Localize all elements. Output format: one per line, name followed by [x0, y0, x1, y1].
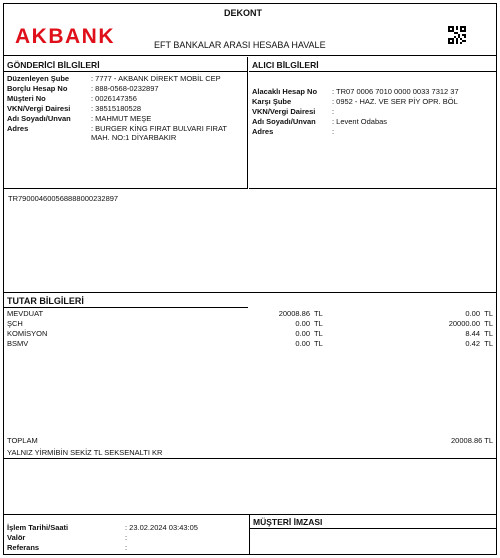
- qr-code-icon: [448, 26, 466, 44]
- footer-field: [7, 543, 128, 552]
- document-title: DEKONT: [224, 8, 262, 18]
- receipt-footer: [4, 514, 496, 555]
- field-label: VKN/Vergi Dairesi: [7, 104, 71, 113]
- field-label: Adı Soyadı/Unvan: [7, 114, 71, 123]
- amount-in-words: YALNIZ YİRMİBİN SEKİZ TL SEKSENALTI KR: [7, 448, 163, 457]
- signature-title: MÜŞTERİ İMZASI: [253, 517, 323, 527]
- amount-label: BSMV: [7, 339, 29, 348]
- field-value: : 888-0568-0232897: [91, 84, 159, 93]
- receipt-document: [3, 3, 497, 555]
- field-label: Borçlu Hesap No: [7, 84, 68, 93]
- field-label: Adres: [252, 127, 274, 136]
- transaction-info: [4, 515, 249, 555]
- iban-line: TR790004600568888000232897: [8, 194, 119, 203]
- section-divider: [250, 528, 496, 529]
- receipt-header: [4, 4, 496, 56]
- currency: TL: [314, 329, 323, 338]
- field-label: Düzenleyen Şube: [7, 74, 70, 83]
- field-label: Valör: [7, 533, 26, 542]
- amount-value: 20008.86: [278, 309, 310, 318]
- field-value: : 23.02.2024 03:43:05: [125, 523, 198, 532]
- field-value: : TR07 0006 7010 0000 0033 7312 37: [332, 87, 459, 96]
- currency: TL: [484, 309, 493, 318]
- field-value: : 0952 - HAZ. VE SER PİY OPR. BÖL: [332, 97, 458, 106]
- amount-value: 20000.00: [448, 319, 480, 328]
- amount-label: MEVDUAT: [7, 309, 44, 318]
- section-divider: [249, 71, 496, 72]
- amount-value: 0.00: [295, 319, 310, 328]
- total-label: TOPLAM: [7, 436, 38, 445]
- amount-value: 8.44: [465, 329, 480, 338]
- field-value: : 0026147356: [91, 94, 137, 103]
- signature-box: [249, 515, 496, 555]
- amounts-section: [4, 292, 496, 459]
- receiver-section: [249, 57, 496, 189]
- field-value: :: [125, 533, 128, 542]
- currency: TL: [314, 309, 323, 318]
- field-value: : Levent Odabas: [332, 117, 388, 126]
- field-value: :: [332, 107, 335, 116]
- field-value: : 7777 - AKBANK DİREKT MOBİL CEP: [91, 74, 221, 83]
- section-divider: [4, 307, 248, 308]
- bank-logo: AKBANK: [15, 25, 115, 48]
- amount-label: ŞCH: [7, 319, 23, 328]
- currency: TL: [484, 329, 493, 338]
- sender-section: [4, 57, 248, 189]
- field-value: : MAHMUT MEŞE: [91, 114, 152, 123]
- field-label: Adı Soyadı/Unvan: [252, 117, 316, 126]
- field-value: :: [125, 543, 128, 552]
- amount-value: 0.42: [465, 339, 480, 348]
- currency: TL: [484, 319, 493, 328]
- field-value: : BURGER KİNG FIRAT BULVARI FIRAT MAH. NO:1 DİYARBAKIR: [91, 124, 227, 142]
- footer-field: [7, 533, 128, 542]
- amounts-title: TUTAR BİLGİLERİ: [7, 296, 84, 306]
- document-subtitle: EFT BANKALAR ARASI HESABA HAVALE: [154, 40, 326, 50]
- currency: TL: [314, 339, 323, 348]
- field-label: Karşı Şube: [252, 97, 292, 106]
- currency: TL: [314, 319, 323, 328]
- amount-value: 0.00: [465, 309, 480, 318]
- field-label: Müşteri No: [7, 94, 46, 103]
- field-label: VKN/Vergi Dairesi: [252, 107, 316, 116]
- field-value: :: [332, 127, 335, 136]
- field-label: Adres: [7, 124, 29, 133]
- field-label: Alacaklı Hesap No: [252, 87, 318, 96]
- section-divider: [4, 71, 247, 72]
- footer-field: [7, 523, 198, 532]
- amount-value: 0.00: [295, 329, 310, 338]
- currency: TL: [484, 339, 493, 348]
- field-label: Referans: [7, 543, 40, 552]
- field-value: : 38515180528: [91, 104, 142, 113]
- sender-title: GÖNDERİCİ BİLGİLERİ: [7, 60, 100, 70]
- amount-label: KOMİSYON: [7, 329, 48, 338]
- total-value: 20008.86 TL: [451, 436, 493, 445]
- amount-value: 0.00: [295, 339, 310, 348]
- field-label: İşlem Tarihi/Saati: [7, 523, 69, 532]
- receiver-title: ALICI BİLGİLERİ: [252, 60, 319, 70]
